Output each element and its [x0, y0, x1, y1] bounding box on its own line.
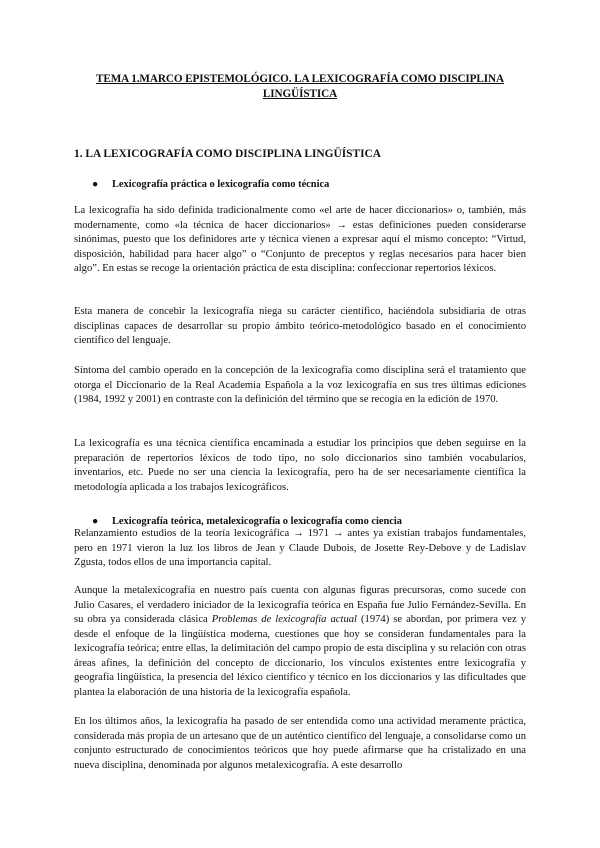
bullet-icon: ● [92, 516, 99, 527]
paragraph-4: La lexicografía es una técnica científica encaminada a estudiar los principios que deben seguirse en la preparación de repertorios léxicos de todo tipo, no solo diccionarios sino también vocabularios, inventarios, etc. Puede no ser una ciencia la lexicografía, pero ha de ser necesariamente científica la metodología aplicada a los trabajos lexicográficos. [74, 438, 526, 493]
bullet-heading-2-text: Lexicografía teórica, metalexicografía o lexicografía como ciencia [112, 516, 402, 527]
paragraph-5: Relanzamiento estudios de la teoría lexicográfica → 1971 → antes ya existían trabajos fundamentales, pero en 1971 vieron la luz los libros de Jean y Claude Dubois, de Josette Rey-Debove y de Ladislav Zgusta, todos ellos de una importancia capital. [74, 528, 526, 569]
book-title: Problemas de lexicografía actual [211, 614, 357, 626]
paragraph-1: La lexicografía ha sido definida tradicionalmente como «el arte de hacer diccionarios» o, también, más modernamente, como «la técnica de hacer diccionarios» → estas definiciones pueden considerarse sinónimas, puesto que los definidores arte y técnica vienen a expresar aquí el mismo concepto: “Virtud, disposición, habilidad para hacer algo” o “Conjunto de preceptos y reglas necesarios para hacer bien algo”. En estas se recoge la orientación práctica de esta disciplina: confeccionar repertorios léxicos. [74, 205, 526, 275]
section-heading: 1. LA LEXICOGRAFÍA COMO DISCIPLINA LINGÜÍSTICA [74, 148, 381, 160]
paragraph-6-part-2: (1974) se abordan, por primera vez y desde el enfoque de la lingüística moderna, cuestiones que hoy se consideran fundamentales para la lexicografía teórica; entre ellas, la delimitación del campo propio de esta disciplina y su relación con otras áreas afines, la definición del concepto de diccionario, los vínculos existentes entre lexicografía y geografía lingüística, la presencia del léxico científico y técnico en los diccionarios y las dificultades que plantea la elaboración de una historia de la lexicografía española. [74, 614, 526, 698]
paragraph-2: Esta manera de concebir la lexicografía niega su carácter científico, haciéndola subsidiaria de otras disciplinas capaces de desarrollar su propio ámbito teórico-metodológico basado en el conocimiento científico del lenguaje. [74, 306, 526, 347]
paragraph-6-part-1: Aunque la metalexicografía en nuestro país cuenta con algunas figuras precursoras, como sucede con Julio Casares, el verdadero iniciador de la lexicografía teórica en España fue Julio Fernández-Sevilla. En su obra ya considerada clásica [74, 585, 526, 626]
bullet-icon: ● [92, 179, 99, 190]
bullet-heading-1-text: Lexicografía práctica o lexicografía como técnica [112, 179, 330, 190]
paragraph-3: Síntoma del cambio operado en la concepción de la lexicografía como disciplina será el tratamiento que otorga el Diccionario de la Real Academia Española a la voz lexicografía en sus tres últimas ediciones (1984, 1992 y 2001) en contraste con la definición del término que se recogía en la edición de 1970. [74, 365, 526, 406]
document-title: TEMA 1.MARCO EPISTEMOLÓGICO. LA LEXICOGRAFÍA COMO DISCIPLINA LINGÜÍSTICA [96, 73, 504, 100]
paragraph-7: En los últimos años, la lexicografía ha pasado de ser entendida como una actividad meramente práctica, considerada más propia de un artesano que de un auténtico científico del lenguaje, a consolidarse como un conjunto estructurado de conocimientos teóricos que hoy puede afirmarse que ha cristalizado en una nueva disciplina, denominada por algunos metalexicografía. A este desarrollo [74, 716, 526, 771]
paragraph-6 [74, 584, 526, 700]
bullet-heading-1 [92, 178, 526, 191]
